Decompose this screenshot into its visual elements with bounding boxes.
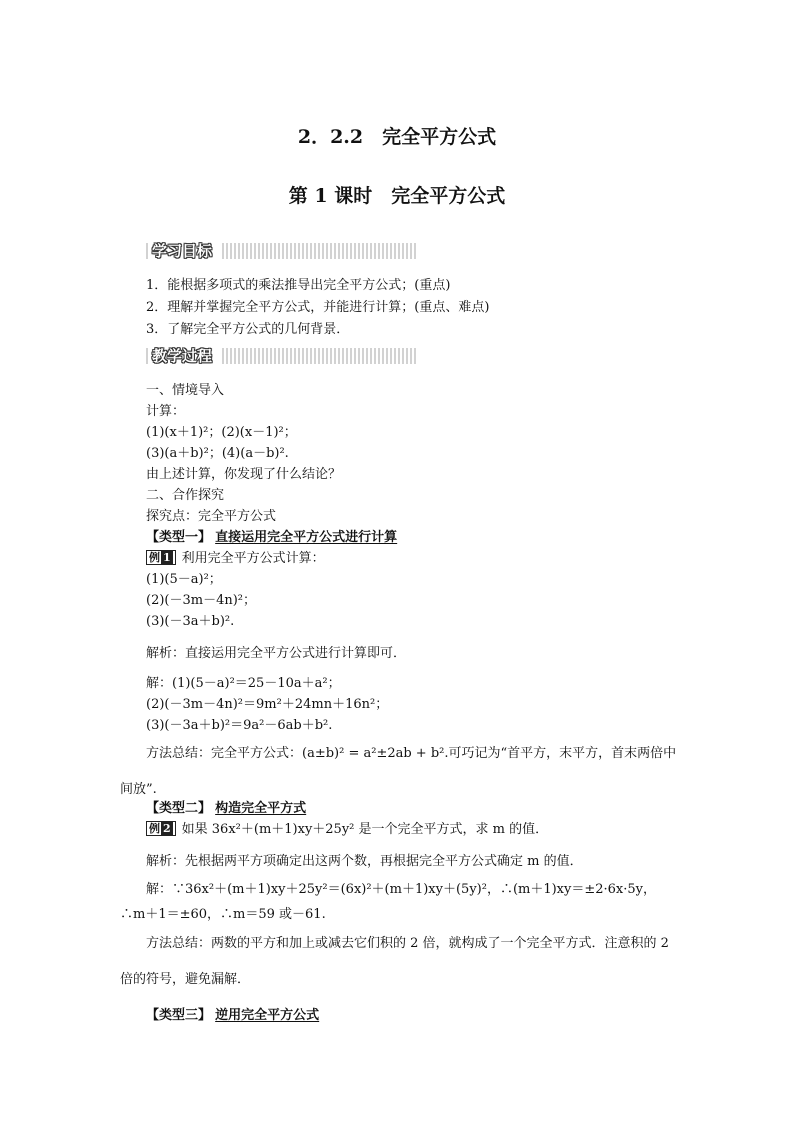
calc-row: (1)(x＋1)²；(2)(x－1)²； [146, 425, 297, 440]
type-heading-2 [146, 797, 306, 816]
example-2 [146, 818, 548, 837]
example-badge: 例 1 [146, 550, 176, 565]
example-text: 利用完全平方公式计算： [181, 551, 325, 566]
solution-text-2: 解：∵36x²＋(m＋1)xy＋25y²＝(6x)²＋(m＋1)xy＋(5y)²，∴(m＋1)xy＝±2·6x·5y，∴m＋1＝±60，∴m＝59 或－61. [120, 882, 657, 922]
analysis-text: 解析：先根据两平方项确定出这两个数，再根据完全平方公式确定 m 的值． [146, 854, 583, 869]
type-text: 逆用完全平方公式 [215, 1008, 320, 1023]
banner-label: 教学过程 [148, 345, 220, 367]
solution-line: (3)(－3a＋b)²＝9a²－6ab＋b². [146, 718, 333, 733]
objective-item: 2．理解并掌握完全平方公式，并能进行计算；(重点、难点) [146, 300, 490, 315]
solution-line: 解：(1)(5－a)²＝25－10a＋a²； [146, 676, 341, 691]
calc-row: (3)(a＋b)²；(4)(a－b)². [146, 446, 289, 461]
section-banner-objectives [146, 240, 418, 262]
objective-item: 1．能根据多项式的乘法推导出完全平方公式；(重点) [146, 278, 451, 293]
type-heading-3 [146, 1004, 319, 1023]
method-summary-1: 方法总结：完全平方公式：(a±b)² = a²±2ab + b².可巧记为“首平方，末平方，首末两倍中间放”. [120, 746, 677, 797]
section-banner-process [146, 345, 418, 367]
banner-label: 学习目标 [148, 240, 220, 262]
type-bracket: 【类型三】 [146, 1008, 212, 1023]
part-heading: 二、合作探究 [146, 488, 225, 503]
analysis-text: 解析：直接运用完全平方公式进行计算即可． [146, 646, 407, 661]
part-heading: 一、情境导入 [146, 383, 225, 398]
example-item: (1)(5－a)²； [146, 572, 222, 587]
example-item: (3)(－3a＋b)². [146, 614, 235, 629]
example-1 [146, 547, 325, 566]
calc-label: 计算： [146, 404, 186, 419]
calc-question: 由上述计算，你发现了什么结论？ [146, 467, 342, 482]
type-text: 构造完全平方式 [215, 801, 307, 816]
type-bracket: 【类型一】 [146, 530, 212, 545]
explore-point: 探究点：完全平方公式 [146, 509, 277, 524]
type-heading-1 [146, 526, 397, 545]
page-title: 2．2.2 完全平方公式 [297, 126, 497, 148]
lesson-subtitle: 第 1 课时 完全平方公式 [288, 185, 506, 207]
example-badge: 例 2 [146, 821, 176, 836]
method-summary-2: 方法总结：两数的平方和加上或减去它们积的 2 倍，就构成了一个完全平方式．注意积的 2 倍的符号，避免漏解． [120, 936, 669, 987]
example-item: (2)(－3m－4n)²； [146, 593, 257, 608]
objective-item: 3．了解完全平方公式的几何背景． [146, 322, 350, 337]
example-text: 如果 36x²＋(m＋1)xy＋25y² 是一个完全平方式，求 m 的值． [181, 822, 549, 837]
type-bracket: 【类型二】 [146, 801, 212, 816]
solution-line: (2)(－3m－4n)²＝9m²＋24mn＋16n²； [146, 697, 389, 712]
type-text: 直接运用完全平方公式进行计算 [215, 530, 398, 545]
